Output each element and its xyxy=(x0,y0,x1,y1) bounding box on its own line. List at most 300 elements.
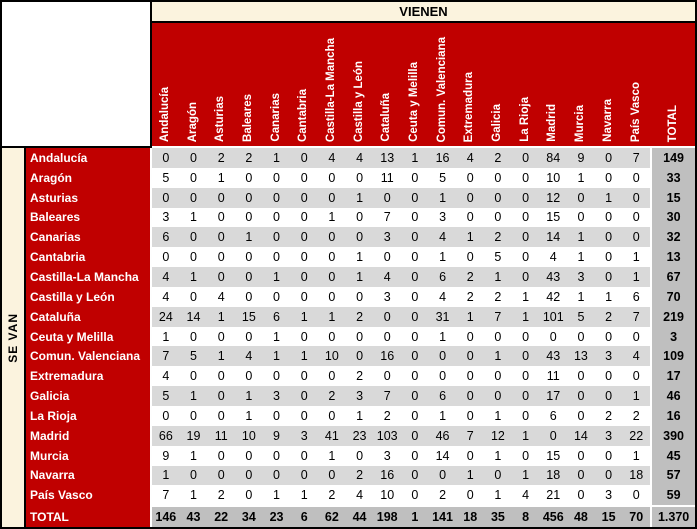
data-cell: 18 xyxy=(539,466,567,486)
data-cell: 13 xyxy=(373,148,401,168)
data-cell: 0 xyxy=(290,227,318,247)
column-total-cell: 62 xyxy=(318,507,346,527)
data-cell: 23 xyxy=(346,426,374,446)
data-cell: 0 xyxy=(595,227,623,247)
data-cell: 0 xyxy=(235,247,263,267)
data-cell: 0 xyxy=(484,386,512,406)
data-cell: 0 xyxy=(595,327,623,347)
row-header: Aragón xyxy=(30,170,72,185)
data-cell: 0 xyxy=(567,386,595,406)
data-cell: 0 xyxy=(484,327,512,347)
column-total-cell: 18 xyxy=(456,507,484,527)
data-cell: 3 xyxy=(373,446,401,466)
data-cell: 0 xyxy=(512,366,540,386)
column-total-cell: 44 xyxy=(346,507,374,527)
data-cell: 0 xyxy=(207,466,235,486)
data-cell: 4 xyxy=(429,287,457,307)
data-cell: 6 xyxy=(429,386,457,406)
data-cell: 9 xyxy=(152,446,180,466)
data-cell: 4 xyxy=(318,148,346,168)
data-cell: 0 xyxy=(207,267,235,287)
data-cell: 1 xyxy=(429,247,457,267)
data-cell: 0 xyxy=(180,406,208,426)
data-cell: 7 xyxy=(152,485,180,505)
data-cell: 0 xyxy=(622,208,650,228)
data-cell: 18 xyxy=(622,466,650,486)
col-header-label: Canarias xyxy=(269,93,282,142)
table-row xyxy=(152,267,695,287)
data-cell: 0 xyxy=(567,466,595,486)
table-row xyxy=(152,485,695,505)
data-cell: 0 xyxy=(622,188,650,208)
data-cell: 0 xyxy=(567,446,595,466)
column-total-cell: 43 xyxy=(180,507,208,527)
data-cell: 0 xyxy=(207,227,235,247)
data-cell: 9 xyxy=(567,148,595,168)
data-cell: 16 xyxy=(429,148,457,168)
data-cell: 2 xyxy=(456,267,484,287)
data-cell: 0 xyxy=(539,327,567,347)
col-header xyxy=(401,23,429,146)
col-header-label: Extremadura xyxy=(463,71,476,142)
row-header: Asturias xyxy=(30,190,79,205)
data-cell: 0 xyxy=(235,327,263,347)
data-cell: 0 xyxy=(512,267,540,287)
data-cell: 0 xyxy=(235,208,263,228)
data-cell: 2 xyxy=(595,406,623,426)
data-cell: 0 xyxy=(401,446,429,466)
data-cell: 0 xyxy=(180,287,208,307)
col-header xyxy=(207,23,235,146)
data-cell: 66 xyxy=(152,426,180,446)
row-header: Canarias xyxy=(30,230,81,245)
data-cell: 12 xyxy=(539,188,567,208)
data-cell: 0 xyxy=(346,208,374,228)
data-cell: 5 xyxy=(152,168,180,188)
rows-axis-header xyxy=(2,148,24,527)
data-cell: 2 xyxy=(484,148,512,168)
data-cell: 19 xyxy=(180,426,208,446)
data-cell: 14 xyxy=(180,307,208,327)
data-cell: 0 xyxy=(401,366,429,386)
data-cell: 1 xyxy=(346,188,374,208)
data-cell: 3 xyxy=(595,426,623,446)
data-cell: 1 xyxy=(512,426,540,446)
data-cell: 0 xyxy=(567,366,595,386)
data-cell: 0 xyxy=(595,247,623,267)
column-total-cell: 15 xyxy=(595,507,623,527)
data-cell: 1 xyxy=(622,247,650,267)
data-cell: 6 xyxy=(152,227,180,247)
data-cell: 0 xyxy=(622,485,650,505)
table-row xyxy=(152,208,695,228)
row-total-cell: 219 xyxy=(652,307,695,327)
data-cell: 1 xyxy=(456,227,484,247)
data-cell: 0 xyxy=(595,267,623,287)
data-cell: 2 xyxy=(484,227,512,247)
col-header-label: Ceuta y Melilla xyxy=(408,62,421,142)
row-header: Galicia xyxy=(30,389,70,404)
data-cell: 0 xyxy=(318,327,346,347)
data-cell: 0 xyxy=(595,148,623,168)
data-cell: 0 xyxy=(235,168,263,188)
data-cell: 0 xyxy=(401,346,429,366)
data-cell: 2 xyxy=(346,366,374,386)
data-cell: 22 xyxy=(622,426,650,446)
data-cell: 0 xyxy=(373,327,401,347)
table-row xyxy=(152,168,695,188)
data-cell: 0 xyxy=(512,168,540,188)
data-cell: 10 xyxy=(373,485,401,505)
data-cell: 1 xyxy=(180,208,208,228)
data-cell: 0 xyxy=(152,148,180,168)
data-cell: 4 xyxy=(429,227,457,247)
data-cell: 1 xyxy=(152,466,180,486)
data-cell: 0 xyxy=(263,406,291,426)
data-cell: 0 xyxy=(207,208,235,228)
column-total-cell: 35 xyxy=(484,507,512,527)
row-header: Murcia xyxy=(30,448,69,463)
data-cell: 0 xyxy=(401,307,429,327)
column-total-cell: 456 xyxy=(539,507,567,527)
data-cell: 1 xyxy=(622,386,650,406)
data-cell: 0 xyxy=(622,168,650,188)
data-cell: 6 xyxy=(539,406,567,426)
data-cell: 0 xyxy=(263,208,291,228)
col-header xyxy=(567,23,595,146)
data-cell: 0 xyxy=(512,208,540,228)
data-cell: 0 xyxy=(456,188,484,208)
data-cell: 7 xyxy=(484,307,512,327)
data-cell: 0 xyxy=(401,406,429,426)
data-cell: 4 xyxy=(456,148,484,168)
data-cell: 1 xyxy=(207,307,235,327)
column-total-cell: 48 xyxy=(567,507,595,527)
data-cell: 15 xyxy=(235,307,263,327)
data-cell: 15 xyxy=(539,208,567,228)
col-header-label: Cantabria xyxy=(297,88,310,142)
data-cell: 2 xyxy=(318,485,346,505)
table-row xyxy=(152,446,695,466)
data-cell: 11 xyxy=(207,426,235,446)
data-cell: 0 xyxy=(401,466,429,486)
data-cell: 0 xyxy=(401,208,429,228)
col-header xyxy=(484,23,512,146)
table-row xyxy=(152,406,695,426)
data-cell: 0 xyxy=(484,366,512,386)
data-cell: 0 xyxy=(207,446,235,466)
data-cell: 3 xyxy=(373,287,401,307)
data-cell: 0 xyxy=(622,227,650,247)
data-cell: 0 xyxy=(512,247,540,267)
data-cell: 0 xyxy=(290,247,318,267)
data-cell: 0 xyxy=(456,168,484,188)
col-header xyxy=(180,23,208,146)
row-header: Extremadura xyxy=(30,369,104,384)
data-cell: 0 xyxy=(346,287,374,307)
columns-axis-label: VIENEN xyxy=(399,4,448,19)
data-cell: 84 xyxy=(539,148,567,168)
data-cell: 7 xyxy=(373,386,401,406)
data-cell: 0 xyxy=(401,426,429,446)
data-cell: 4 xyxy=(235,346,263,366)
col-header-label: Aragón xyxy=(186,101,199,142)
data-cell: 5 xyxy=(429,168,457,188)
data-cell: 13 xyxy=(567,346,595,366)
data-cell: 4 xyxy=(346,485,374,505)
data-cell: 7 xyxy=(622,307,650,327)
data-cell: 0 xyxy=(207,188,235,208)
data-cell: 103 xyxy=(373,426,401,446)
data-cell: 0 xyxy=(567,208,595,228)
table-row xyxy=(152,426,695,446)
data-cell: 0 xyxy=(235,446,263,466)
data-cell: 0 xyxy=(567,485,595,505)
data-cell: 0 xyxy=(456,386,484,406)
data-cell: 0 xyxy=(290,188,318,208)
data-cell: 3 xyxy=(595,485,623,505)
table-row xyxy=(152,287,695,307)
data-cell: 0 xyxy=(290,366,318,386)
data-cell: 1 xyxy=(429,406,457,426)
data-cell: 0 xyxy=(595,168,623,188)
data-cell: 24 xyxy=(152,307,180,327)
table-row xyxy=(152,188,695,208)
col-header xyxy=(622,23,650,146)
data-cell: 0 xyxy=(152,406,180,426)
table-row xyxy=(152,346,695,366)
data-cell: 0 xyxy=(456,366,484,386)
data-cell: 5 xyxy=(180,346,208,366)
data-cell: 1 xyxy=(456,307,484,327)
data-cell: 0 xyxy=(152,247,180,267)
data-cell: 1 xyxy=(263,267,291,287)
data-cell: 1 xyxy=(263,346,291,366)
data-cell: 1 xyxy=(512,466,540,486)
data-cell: 0 xyxy=(263,287,291,307)
column-total-cell: 1 xyxy=(401,507,429,527)
data-cell: 0 xyxy=(429,466,457,486)
data-cell: 0 xyxy=(318,227,346,247)
data-cell: 0 xyxy=(373,366,401,386)
data-cell: 5 xyxy=(152,386,180,406)
column-total-cell: 22 xyxy=(207,507,235,527)
col-header-label: Galicia xyxy=(491,104,504,142)
data-cell: 0 xyxy=(318,366,346,386)
data-cell: 17 xyxy=(539,386,567,406)
data-cell: 0 xyxy=(456,208,484,228)
data-cell: 4 xyxy=(346,148,374,168)
col-header-label: Castilla y León xyxy=(352,60,365,142)
col-header xyxy=(595,23,623,146)
data-cell: 0 xyxy=(456,406,484,426)
data-cell: 1 xyxy=(263,485,291,505)
data-cell: 3 xyxy=(346,386,374,406)
row-total-cell: 45 xyxy=(652,446,695,466)
col-header xyxy=(429,23,457,146)
data-cell: 0 xyxy=(373,247,401,267)
data-cell: 10 xyxy=(318,346,346,366)
data-cell: 0 xyxy=(180,366,208,386)
data-cell: 0 xyxy=(318,406,346,426)
data-cell: 3 xyxy=(429,208,457,228)
row-header-total: TOTAL xyxy=(30,510,69,525)
data-cell: 4 xyxy=(152,267,180,287)
data-cell: 3 xyxy=(152,208,180,228)
table-row xyxy=(152,466,695,486)
data-cell: 0 xyxy=(180,227,208,247)
column-headers-band xyxy=(152,23,695,146)
data-cell: 14 xyxy=(429,446,457,466)
data-cell: 1 xyxy=(290,346,318,366)
data-cell: 0 xyxy=(180,247,208,267)
data-cell: 0 xyxy=(263,366,291,386)
col-header-label: La Rioja xyxy=(518,97,531,142)
data-cell: 0 xyxy=(567,406,595,426)
data-cell: 1 xyxy=(235,406,263,426)
data-cell: 1 xyxy=(512,307,540,327)
data-cell: 0 xyxy=(595,466,623,486)
row-total-cell: 109 xyxy=(652,346,695,366)
row-header: Baleares xyxy=(30,210,81,225)
col-header-label: Madrid xyxy=(546,104,559,142)
data-cell: 0 xyxy=(512,386,540,406)
data-cell: 0 xyxy=(456,485,484,505)
data-cell: 0 xyxy=(456,346,484,366)
data-cell: 14 xyxy=(539,227,567,247)
data-cell: 0 xyxy=(401,247,429,267)
data-cell: 1 xyxy=(180,267,208,287)
data-cell: 43 xyxy=(539,267,567,287)
row-header: Ceuta y Melilla xyxy=(30,329,114,344)
data-cell: 0 xyxy=(429,346,457,366)
data-cell: 0 xyxy=(456,327,484,347)
data-cell: 3 xyxy=(567,267,595,287)
row-header: Navarra xyxy=(30,468,75,483)
data-cell: 0 xyxy=(290,287,318,307)
columns-axis-header xyxy=(152,2,695,21)
data-cell: 0 xyxy=(318,168,346,188)
data-cell: 43 xyxy=(539,346,567,366)
data-cell: 7 xyxy=(152,346,180,366)
data-cell: 0 xyxy=(567,188,595,208)
data-cell: 0 xyxy=(207,327,235,347)
data-cell: 3 xyxy=(290,426,318,446)
total-row xyxy=(152,507,695,527)
data-cell: 16 xyxy=(373,466,401,486)
data-cell: 12 xyxy=(484,426,512,446)
data-cell: 0 xyxy=(539,426,567,446)
data-cell: 14 xyxy=(567,426,595,446)
data-cell: 3 xyxy=(373,227,401,247)
data-cell: 1 xyxy=(290,307,318,327)
data-cell: 1 xyxy=(401,148,429,168)
table-row xyxy=(152,227,695,247)
data-cell: 1 xyxy=(346,267,374,287)
data-cell: 1 xyxy=(207,168,235,188)
data-cell: 1 xyxy=(595,287,623,307)
row-header: País Vasco xyxy=(30,488,93,503)
data-cell: 0 xyxy=(235,466,263,486)
data-cell: 0 xyxy=(622,366,650,386)
data-cell: 0 xyxy=(512,227,540,247)
data-cell: 0 xyxy=(567,327,595,347)
data-cell: 0 xyxy=(401,287,429,307)
data-cell: 4 xyxy=(512,485,540,505)
data-cell: 0 xyxy=(290,386,318,406)
data-cell: 2 xyxy=(346,307,374,327)
data-cell: 0 xyxy=(401,188,429,208)
data-cell: 0 xyxy=(235,267,263,287)
row-total-cell: 33 xyxy=(652,168,695,188)
data-cell: 1 xyxy=(235,227,263,247)
column-total-cell: 146 xyxy=(152,507,180,527)
data-cell: 0 xyxy=(235,287,263,307)
data-cell: 7 xyxy=(456,426,484,446)
data-cell: 0 xyxy=(512,346,540,366)
row-total-cell: 390 xyxy=(652,426,695,446)
column-total-cell: 141 xyxy=(429,507,457,527)
data-cell: 0 xyxy=(180,466,208,486)
data-cell: 0 xyxy=(207,406,235,426)
data-cell: 41 xyxy=(318,426,346,446)
data-cell: 2 xyxy=(346,466,374,486)
data-cell: 6 xyxy=(429,267,457,287)
row-total-cell: 57 xyxy=(652,466,695,486)
data-cell: 0 xyxy=(290,446,318,466)
data-cell: 0 xyxy=(207,366,235,386)
data-cell: 0 xyxy=(595,208,623,228)
data-cell: 101 xyxy=(539,307,567,327)
data-cell: 0 xyxy=(235,366,263,386)
col-header xyxy=(235,23,263,146)
col-header-label: Baleares xyxy=(242,94,255,142)
data-cell: 0 xyxy=(512,148,540,168)
data-cell: 0 xyxy=(595,386,623,406)
data-cell: 0 xyxy=(318,247,346,267)
data-cell: 0 xyxy=(456,247,484,267)
data-cell: 1 xyxy=(290,485,318,505)
col-header-label: Castilla-La Mancha xyxy=(325,37,338,142)
data-cell: 0 xyxy=(318,466,346,486)
column-total-cell: 198 xyxy=(373,507,401,527)
column-total-cell: 70 xyxy=(622,507,650,527)
col-header xyxy=(318,23,346,146)
table-row xyxy=(152,148,695,168)
data-cell: 0 xyxy=(484,466,512,486)
data-cell: 0 xyxy=(263,227,291,247)
data-cell: 1 xyxy=(207,346,235,366)
col-header xyxy=(512,23,540,146)
data-cell: 1 xyxy=(318,307,346,327)
data-cell: 1 xyxy=(235,386,263,406)
data-cell: 0 xyxy=(346,227,374,247)
data-cell: 0 xyxy=(263,168,291,188)
col-header xyxy=(539,23,567,146)
data-cell: 1 xyxy=(346,247,374,267)
data-cell: 0 xyxy=(429,366,457,386)
data-cell: 1 xyxy=(484,406,512,426)
corner-blank-cell xyxy=(2,2,150,146)
data-cell: 0 xyxy=(290,406,318,426)
data-cell: 0 xyxy=(290,466,318,486)
data-cell: 1 xyxy=(484,346,512,366)
row-total-cell: 15 xyxy=(652,188,695,208)
table-row xyxy=(152,247,695,267)
data-cell: 15 xyxy=(539,446,567,466)
col-header-total-label: TOTAL xyxy=(666,104,679,142)
col-header-label: Andalucía xyxy=(159,87,172,142)
